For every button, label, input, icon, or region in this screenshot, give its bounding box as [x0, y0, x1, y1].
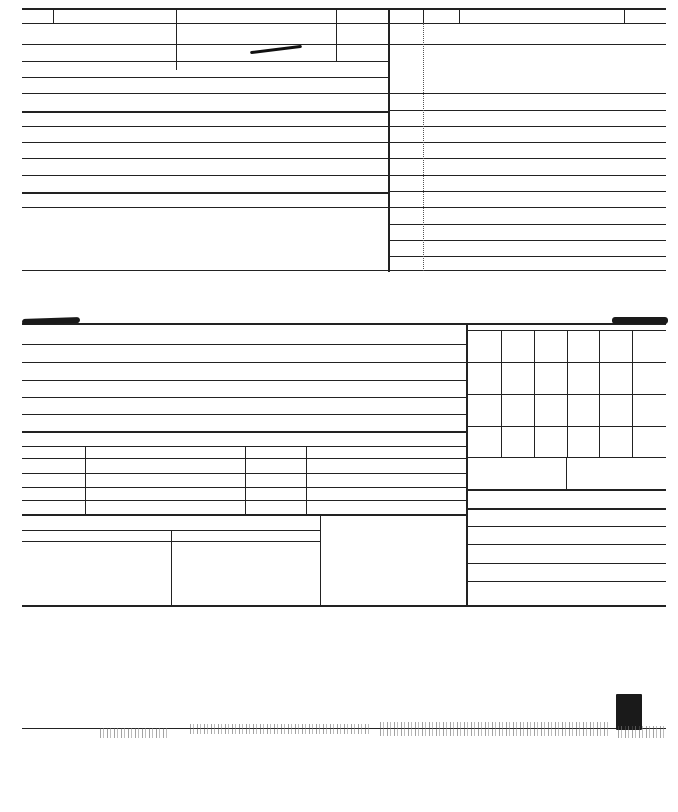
active-dotted [423, 23, 424, 271]
signature-mark [250, 45, 302, 54]
row-rule [22, 446, 466, 447]
ink-smudge-right [612, 317, 668, 324]
top-border [22, 8, 666, 10]
row-rule [22, 207, 388, 208]
right-row-rule [390, 224, 666, 225]
right-row-rule [390, 240, 666, 241]
grid-row [466, 330, 666, 331]
mineral-bottom-rule [22, 605, 666, 607]
row-rule [466, 544, 666, 545]
row-rule [466, 526, 666, 527]
row-rule [22, 142, 388, 143]
grid-row [466, 394, 666, 395]
right-row-rule [390, 44, 666, 45]
row-rule [22, 362, 466, 363]
row-rule [22, 77, 388, 78]
row-rule [22, 44, 388, 45]
header-divider [336, 9, 337, 23]
row-rule [22, 93, 388, 94]
row-rule [22, 397, 466, 398]
right-row-rule [390, 207, 666, 208]
header-bottom-rule [22, 23, 666, 24]
header-divider [53, 9, 54, 23]
corner-ink-block [616, 694, 642, 730]
row-rule [22, 175, 388, 176]
row-rule [22, 344, 466, 345]
assoc-divider [320, 514, 321, 605]
row-rule [22, 473, 466, 474]
row-rule [22, 126, 388, 127]
scan-noise [380, 722, 610, 736]
row-rule [22, 487, 466, 488]
header-divider [423, 9, 424, 23]
claim-divider [176, 23, 177, 70]
other-persons-rule [22, 192, 388, 194]
latlong-divider [566, 457, 567, 489]
row-rule [22, 380, 466, 381]
right-row-rule [390, 270, 666, 271]
file-divider [336, 23, 337, 61]
right-row-rule [390, 158, 666, 159]
maps-rule [466, 508, 666, 510]
right-row-rule [390, 256, 666, 257]
row-rule [22, 158, 388, 159]
grid-row [466, 426, 666, 427]
ref-col-divider [306, 446, 307, 514]
references-bottom-rule [22, 514, 466, 516]
right-row-rule [390, 191, 666, 192]
row-rule [22, 500, 466, 501]
header-divider [388, 9, 390, 272]
right-row-rule [390, 142, 666, 143]
row-rule [22, 458, 466, 459]
row-rule [22, 414, 466, 415]
maps-top-rule [466, 489, 666, 491]
right-row-rule [390, 126, 666, 127]
scan-noise [100, 728, 170, 738]
reports-bottom-rule [22, 431, 466, 433]
ref-col-divider [85, 446, 86, 514]
header-divider [624, 9, 625, 23]
right-row-rule [390, 110, 666, 111]
row-rule [466, 581, 666, 582]
scan-noise [190, 724, 370, 734]
scan-noise [618, 726, 666, 738]
right-row-rule [390, 175, 666, 176]
header-divider [459, 9, 460, 23]
right-row-rule [390, 93, 666, 94]
ref-col-divider [245, 446, 246, 514]
operators-rule [22, 111, 388, 113]
land-status-bottom-rule [22, 323, 666, 325]
mineral-col-divider [171, 530, 172, 605]
grid-row [466, 362, 666, 363]
row-rule [22, 270, 388, 271]
row-rule [22, 61, 388, 62]
header-divider [176, 9, 177, 23]
row-rule [466, 563, 666, 564]
